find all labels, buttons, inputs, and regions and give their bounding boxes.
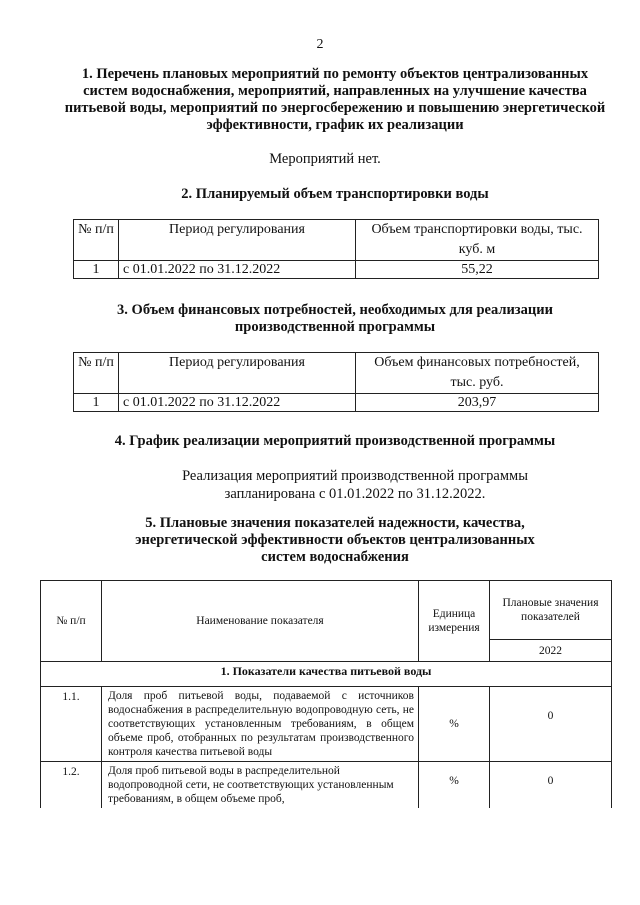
group-heading-quality: 1. Показатели качества питьевой воды: [41, 662, 612, 687]
table-row: [74, 394, 599, 412]
row-value: 0: [490, 762, 612, 809]
table-row: [74, 261, 599, 279]
table-header-row: [74, 353, 599, 394]
row-value: 203,97: [356, 394, 599, 412]
col-num-header: № п/п: [74, 353, 119, 394]
section1-text: Мероприятий нет.: [269, 151, 381, 167]
row-value: 55,22: [356, 261, 599, 279]
table-header-row: [74, 220, 599, 261]
col-unit-header: Единица измерения: [419, 581, 490, 662]
row-unit: %: [419, 687, 490, 762]
page-number: 2: [316, 37, 324, 52]
row-num: 1.1.: [41, 687, 102, 762]
row-num: 1: [74, 394, 119, 412]
section4-heading: 4. График реализации мероприятий производственной программы: [114, 433, 556, 449]
col-num-header: № п/п: [74, 220, 119, 261]
table-header-row: [41, 581, 612, 640]
table-group-row: [41, 662, 612, 687]
row-num: 1.2.: [41, 762, 102, 809]
section1-heading: 1. Перечень плановых мероприятий по ремонту объектов централизованных систем водоснабжения, мероприятий, направленных на улучшение качества питьевой воды, мероприятий по энергосбережению и повышению энергетической эффективности, график их реализации: [64, 66, 606, 133]
table-row: [41, 762, 612, 809]
section2-heading: 2. Планируемый объем транспортировки воды: [181, 186, 489, 202]
col-name-header: Наименование показателя: [102, 581, 419, 662]
row-period: с 01.01.2022 по 31.12.2022: [119, 261, 356, 279]
row-indicator-name: Доля проб питьевой воды в распределительной водопроводной сети, не соответствующих установленным требованиям, в общем объеме проб,: [102, 762, 419, 809]
transport-volume-table: [73, 219, 599, 279]
row-indicator-name: Доля проб питьевой воды, подаваемой с источников водоснабжения в распределительную водопроводную сеть, не соответствующих установленным требованиям, в общем объеме проб, отобранных по результатам производственного контроля качества питьевой воды: [102, 687, 419, 762]
financial-needs-table: [73, 352, 599, 412]
col-value-header: Объем финансовых потребностей, тыс. руб.: [356, 353, 599, 394]
col-plan-header: Плановые значения показателей: [490, 581, 612, 640]
table-row: [41, 687, 612, 762]
col-num-header: № п/п: [41, 581, 102, 662]
col-value-header: Объем транспортировки воды, тыс. куб. м: [356, 220, 599, 261]
row-value: 0: [490, 687, 612, 762]
col-year-header: 2022: [490, 640, 612, 662]
col-period-header: Период регулирования: [119, 220, 356, 261]
row-period: с 01.01.2022 по 31.12.2022: [119, 394, 356, 412]
row-num: 1: [74, 261, 119, 279]
section4-text: Реализация мероприятий производственной программы запланирована с 01.01.2022 по 31.12.2022.: [182, 468, 528, 502]
row-unit: %: [419, 762, 490, 809]
section3-heading: 3. Объем финансовых потребностей, необходимых для реализации производственной программы: [117, 302, 553, 335]
indicators-table: [40, 580, 612, 808]
section5-heading: 5. Плановые значения показателей надежности, качества, энергетической эффективности объектов централизованных систем водоснабжения: [135, 515, 535, 565]
col-period-header: Период регулирования: [119, 353, 356, 394]
